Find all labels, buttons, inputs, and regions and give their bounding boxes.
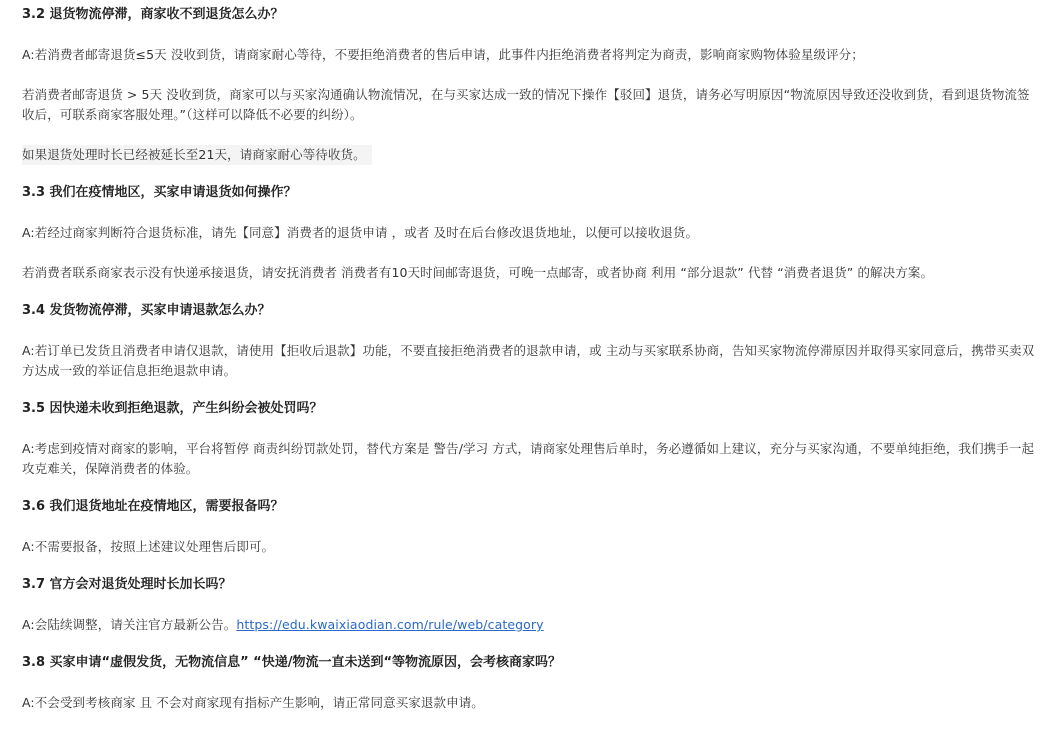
faq-answer-3-8-a: A:不会受到考核商家 且 不会对商家现有指标产生影响，请正常同意买家退款申请。 bbox=[22, 695, 484, 710]
faq-question-3-2: 3.2 退货物流停滞，商家收不到退货怎么办？ bbox=[22, 7, 284, 22]
faq-answer-3-6-a: A:不需要报备，按照上述建议处理售后即可。 bbox=[22, 539, 275, 554]
category-rules-link[interactable]: https://edu.kwaixiaodian.com/rule/web/category bbox=[236, 617, 544, 632]
faq-answer-3-3-a: A:若经过商家判断符合退货标准，请先【同意】消费者的退货申请 ，或者 及时在后台修改退货地址，以便可以接收退货。 bbox=[22, 225, 699, 240]
faq-question-3-5: 3.5 因快递未收到拒绝退款，产生纠纷会被处罚吗？ bbox=[22, 401, 323, 416]
faq-question-3-3: 3.3 我们在疫情地区，买家申请退货如何操作？ bbox=[22, 185, 297, 200]
faq-answer-3-7-a bbox=[22, 615, 1042, 635]
faq-question-3-8: 3.8 买家申请“虚假发货，无物流信息” “快递/物流一直未送到“等物流原因，会考核商家吗？ bbox=[22, 655, 562, 670]
faq-question-3-4: 3.4 发货物流停滞，买家申请退款怎么办？ bbox=[22, 303, 271, 318]
faq-answer-3-2-a: A:若消费者邮寄退货≤5天 没收到货，请商家耐心等待，不要拒绝消费者的售后申请，此事件内拒绝消费者将判定为商责，影响商家购物体验星级评分； bbox=[22, 47, 864, 62]
faq-answer-3-5-a: A:考虑到疫情对商家的影响，平台将暂停 商责纠纷罚款处罚，替代方案是 警告/学习 方式，请商家处理售后单时，务必遵循如上建议，充分与买家沟通，不要单纯拒绝，我们携手一起攻克难关，保障消费者的体验。 bbox=[22, 441, 1035, 476]
faq-question-3-7: 3.7 官方会对退货处理时长加长吗？ bbox=[22, 577, 232, 592]
faq-answer-3-7-text: A:会陆续调整，请关注官方最新公告。 bbox=[22, 617, 237, 632]
faq-answer-3-4-a: A:若订单已发货且消费者申请仅退款，请使用【拒收后退款】功能，不要直接拒绝消费者的退款申请，或 主动与买家联系协商，告知买家物流停滞原因并取得买家同意后，携带买卖双方达成一致的举证信息拒绝退款申请。 bbox=[22, 343, 1035, 378]
faq-answer-3-3-b: 若消费者联系商家表示没有快递承接退货，请安抚消费者 消费者有10天时间邮寄退货，可晚一点邮寄，或者协商 利用 “部分退款” 代替 “消费者退货” 的解决方案。 bbox=[22, 265, 934, 280]
faq-answer-3-2-c bbox=[22, 145, 1042, 165]
faq-content bbox=[22, 0, 1042, 713]
highlighted-text: 如果退货处理时长已经被延长至21天，请商家耐心等待收货。 bbox=[22, 145, 372, 165]
faq-question-3-6: 3.6 我们退货地址在疫情地区，需要报备吗？ bbox=[22, 499, 284, 514]
faq-answer-3-2-b: 若消费者邮寄退货 > 5天 没收到货，商家可以与买家沟通确认物流情况，在与买家达成一致的情况下操作【驳回】退货，请务必写明原因“物流原因导致还没收到货，看到退货物流签收后，可联系商家客服处理。”（这样可以降低不必要的纠纷）。 bbox=[22, 87, 1030, 122]
